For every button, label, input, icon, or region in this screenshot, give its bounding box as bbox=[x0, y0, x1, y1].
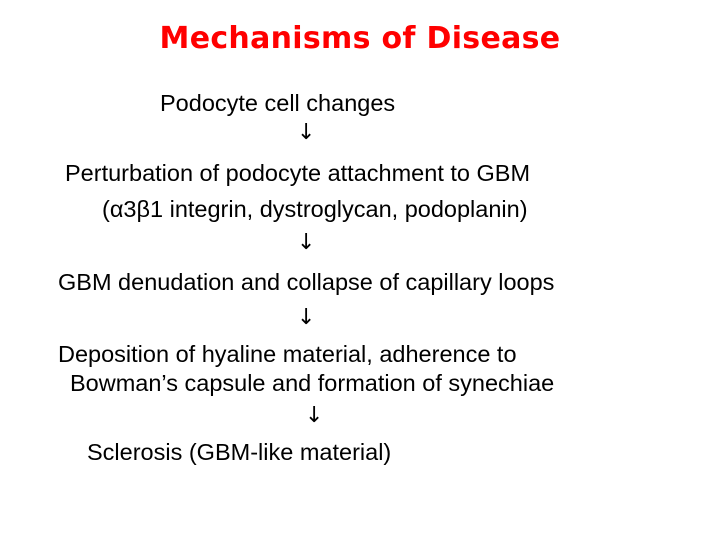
slide-title: Mechanisms of Disease bbox=[159, 21, 561, 56]
down-arrow-1: ↓ bbox=[297, 120, 316, 145]
step-podocyte-changes: Podocyte cell changes bbox=[160, 90, 396, 116]
step-perturbation: Perturbation of podocyte attachment to GBM bbox=[65, 160, 531, 186]
down-arrow-3: ↓ bbox=[297, 305, 316, 330]
step-sclerosis: Sclerosis (GBM-like material) bbox=[87, 439, 392, 465]
down-arrow-4: ↓ bbox=[305, 403, 324, 428]
step-synechiae-formation: Bowman’s capsule and formation of synechiae bbox=[70, 370, 555, 396]
step-gbm-denudation: GBM denudation and collapse of capillary loops bbox=[58, 269, 555, 295]
step-hyaline-deposition: Deposition of hyaline material, adherence to bbox=[58, 341, 517, 367]
step-perturbation-detail: (α3β1 integrin, dystroglycan, podoplanin) bbox=[102, 196, 528, 222]
down-arrow-2: ↓ bbox=[297, 230, 316, 255]
